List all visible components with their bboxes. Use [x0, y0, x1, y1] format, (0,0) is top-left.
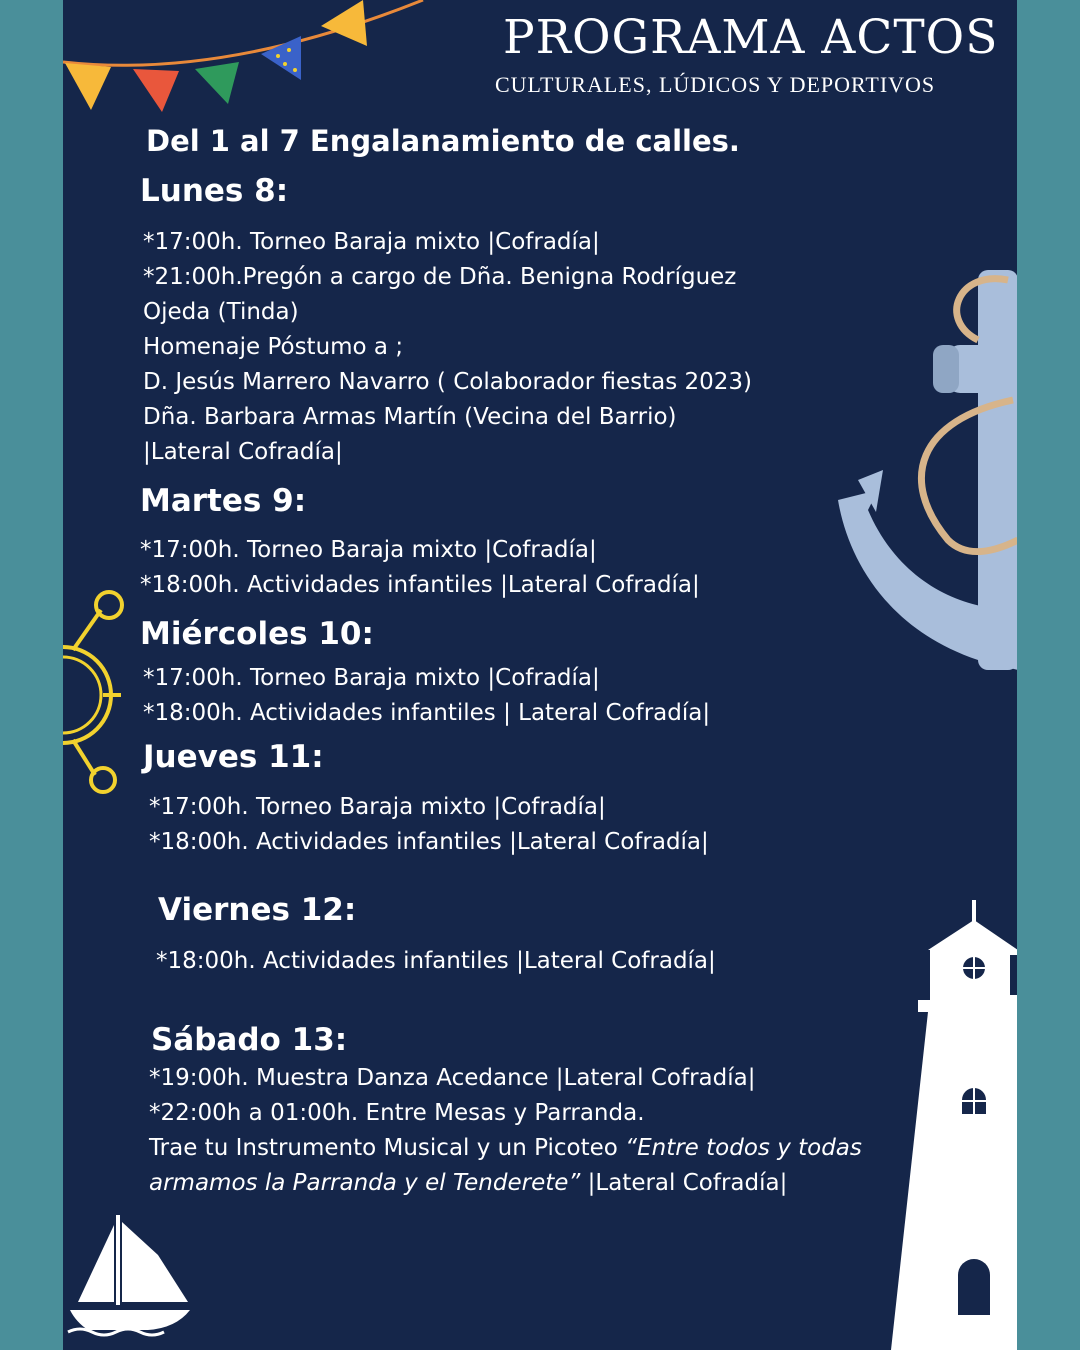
day-heading-martes: Martes 9: — [140, 483, 307, 519]
day-heading-viernes: Viernes 12: — [158, 892, 357, 928]
event-line: D. Jesús Marrero Navarro ( Colaborador fiestas 2023) — [143, 369, 753, 395]
event-line: *21:00h.Pregón a cargo de Dña. Benigna Rodríguez — [143, 264, 737, 290]
event-line: *18:00h. Actividades infantiles |Lateral Cofradía| — [140, 572, 700, 598]
day-events-lunes — [143, 225, 752, 470]
event-line: *22:00h a 01:00h. Entre Mesas y Parranda. — [149, 1100, 645, 1126]
event-line: |Lateral Cofradía| — [143, 439, 343, 465]
day-events-jueves — [149, 790, 709, 860]
event-line: *17:00h. Torneo Baraja mixto |Cofradía| — [143, 229, 600, 255]
event-line: armamos la Parranda y el Tenderete” |Lateral Cofradía| — [149, 1170, 788, 1196]
event-line: Dña. Barbara Armas Martín (Vecina del Barrio) — [143, 404, 677, 430]
day-heading-sabado: Sábado 13: — [151, 1022, 348, 1058]
poster-panel — [63, 0, 1017, 1350]
event-line: *19:00h. Muestra Danza Acedance |Lateral Cofradía| — [149, 1065, 756, 1091]
event-line: *17:00h. Torneo Baraja mixto |Cofradía| — [140, 537, 597, 563]
event-line: *18:00h. Actividades infantiles |Lateral Cofradía| — [156, 948, 716, 974]
day-events-sabado — [149, 1061, 862, 1201]
day-events-viernes — [156, 944, 716, 979]
event-line: Homenaje Póstumo a ; — [143, 334, 404, 360]
event-line: *18:00h. Actividades infantiles |Lateral Cofradía| — [149, 829, 709, 855]
intro-line: Del 1 al 7 Engalanamiento de calles. — [146, 124, 740, 158]
event-line: Trae tu Instrumento Musical y un Picoteo “Entre todos y todas — [149, 1135, 862, 1161]
bunting-icon — [63, 0, 443, 120]
day-events-miercoles — [143, 661, 710, 731]
ships-wheel-icon — [63, 590, 138, 800]
event-line: *17:00h. Torneo Baraja mixto |Cofradía| — [143, 665, 600, 691]
day-heading-jueves: Jueves 11: — [143, 739, 324, 775]
event-line: *18:00h. Actividades infantiles | Lateral Cofradía| — [143, 700, 711, 726]
page-title: PROGRAMA ACTOS — [503, 10, 999, 65]
sailboat-icon — [68, 1210, 198, 1335]
day-events-martes — [140, 533, 700, 603]
day-heading-miercoles: Miércoles 10: — [140, 616, 374, 652]
day-heading-lunes: Lunes 8: — [140, 173, 289, 209]
anchor-icon — [838, 250, 1017, 670]
event-line: *17:00h. Torneo Baraja mixto |Cofradía| — [149, 794, 606, 820]
event-line: Ojeda (Tinda) — [143, 299, 299, 325]
lighthouse-icon — [888, 895, 1017, 1350]
page-subtitle: CULTURALES, LÚDICOS Y DEPORTIVOS — [495, 72, 936, 97]
